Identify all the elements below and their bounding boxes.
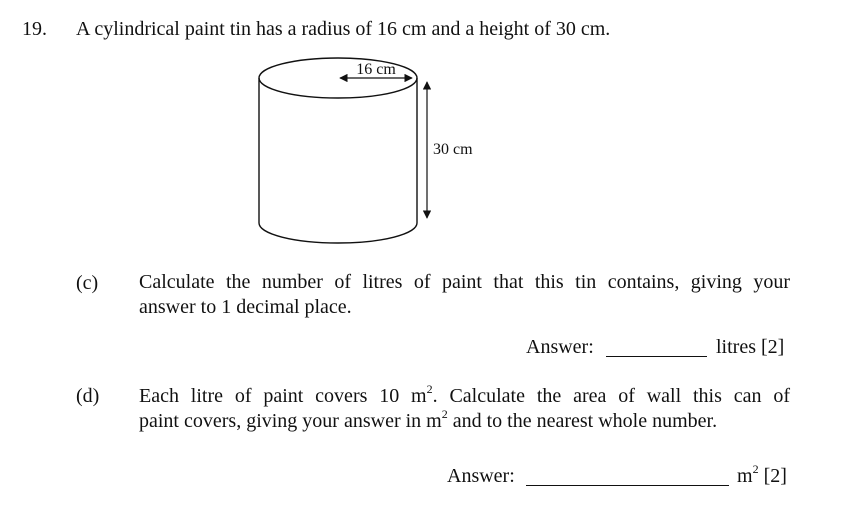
part-c-unit: litres [2]: [716, 336, 785, 358]
part-d-line-1-a: Each litre of paint covers 10 m: [139, 385, 427, 407]
part-d-line-1-sup: 2: [426, 382, 433, 396]
part-d-line-2: [139, 409, 790, 434]
part-c-answer-line[interactable]: [606, 356, 707, 357]
part-d-answer-label: Answer:: [447, 465, 515, 487]
part-d-unit: [737, 462, 787, 488]
part-c-line-2: answer to 1 decimal place.: [139, 296, 352, 318]
part-c-question: [139, 270, 790, 320]
question-stem: A cylindrical paint tin has a radius of 16 cm and a height of 30 cm.: [76, 18, 611, 40]
part-d-line-2-b: and to the nearest whole number.: [447, 410, 718, 432]
part-d-unit-sup: 2: [752, 462, 759, 476]
part-c-label: (c): [76, 272, 99, 294]
part-d-line-1: [139, 384, 790, 409]
part-d-label: (d): [76, 385, 100, 407]
part-c-answer-label: Answer:: [526, 336, 594, 358]
question-number: 19.: [22, 18, 47, 40]
radius-label: 16 cm: [356, 61, 396, 78]
height-label: 30 cm: [433, 141, 473, 158]
part-d-question: [139, 384, 790, 434]
part-d-unit-marks: [2]: [758, 465, 787, 487]
part-d-answer-line[interactable]: [526, 485, 729, 486]
part-d-unit-base: m: [737, 465, 753, 487]
part-d-line-2-a: paint covers, giving your answer in m: [139, 410, 442, 432]
part-d-line-2-sup: 2: [441, 407, 448, 421]
part-d-line-1-b: . Calculate the area of wall this can of: [432, 385, 790, 407]
part-c-line-1: Calculate the number of litres of paint that this tin contains, giving your: [139, 271, 790, 293]
cylinder-bottom-arc: [259, 223, 417, 243]
